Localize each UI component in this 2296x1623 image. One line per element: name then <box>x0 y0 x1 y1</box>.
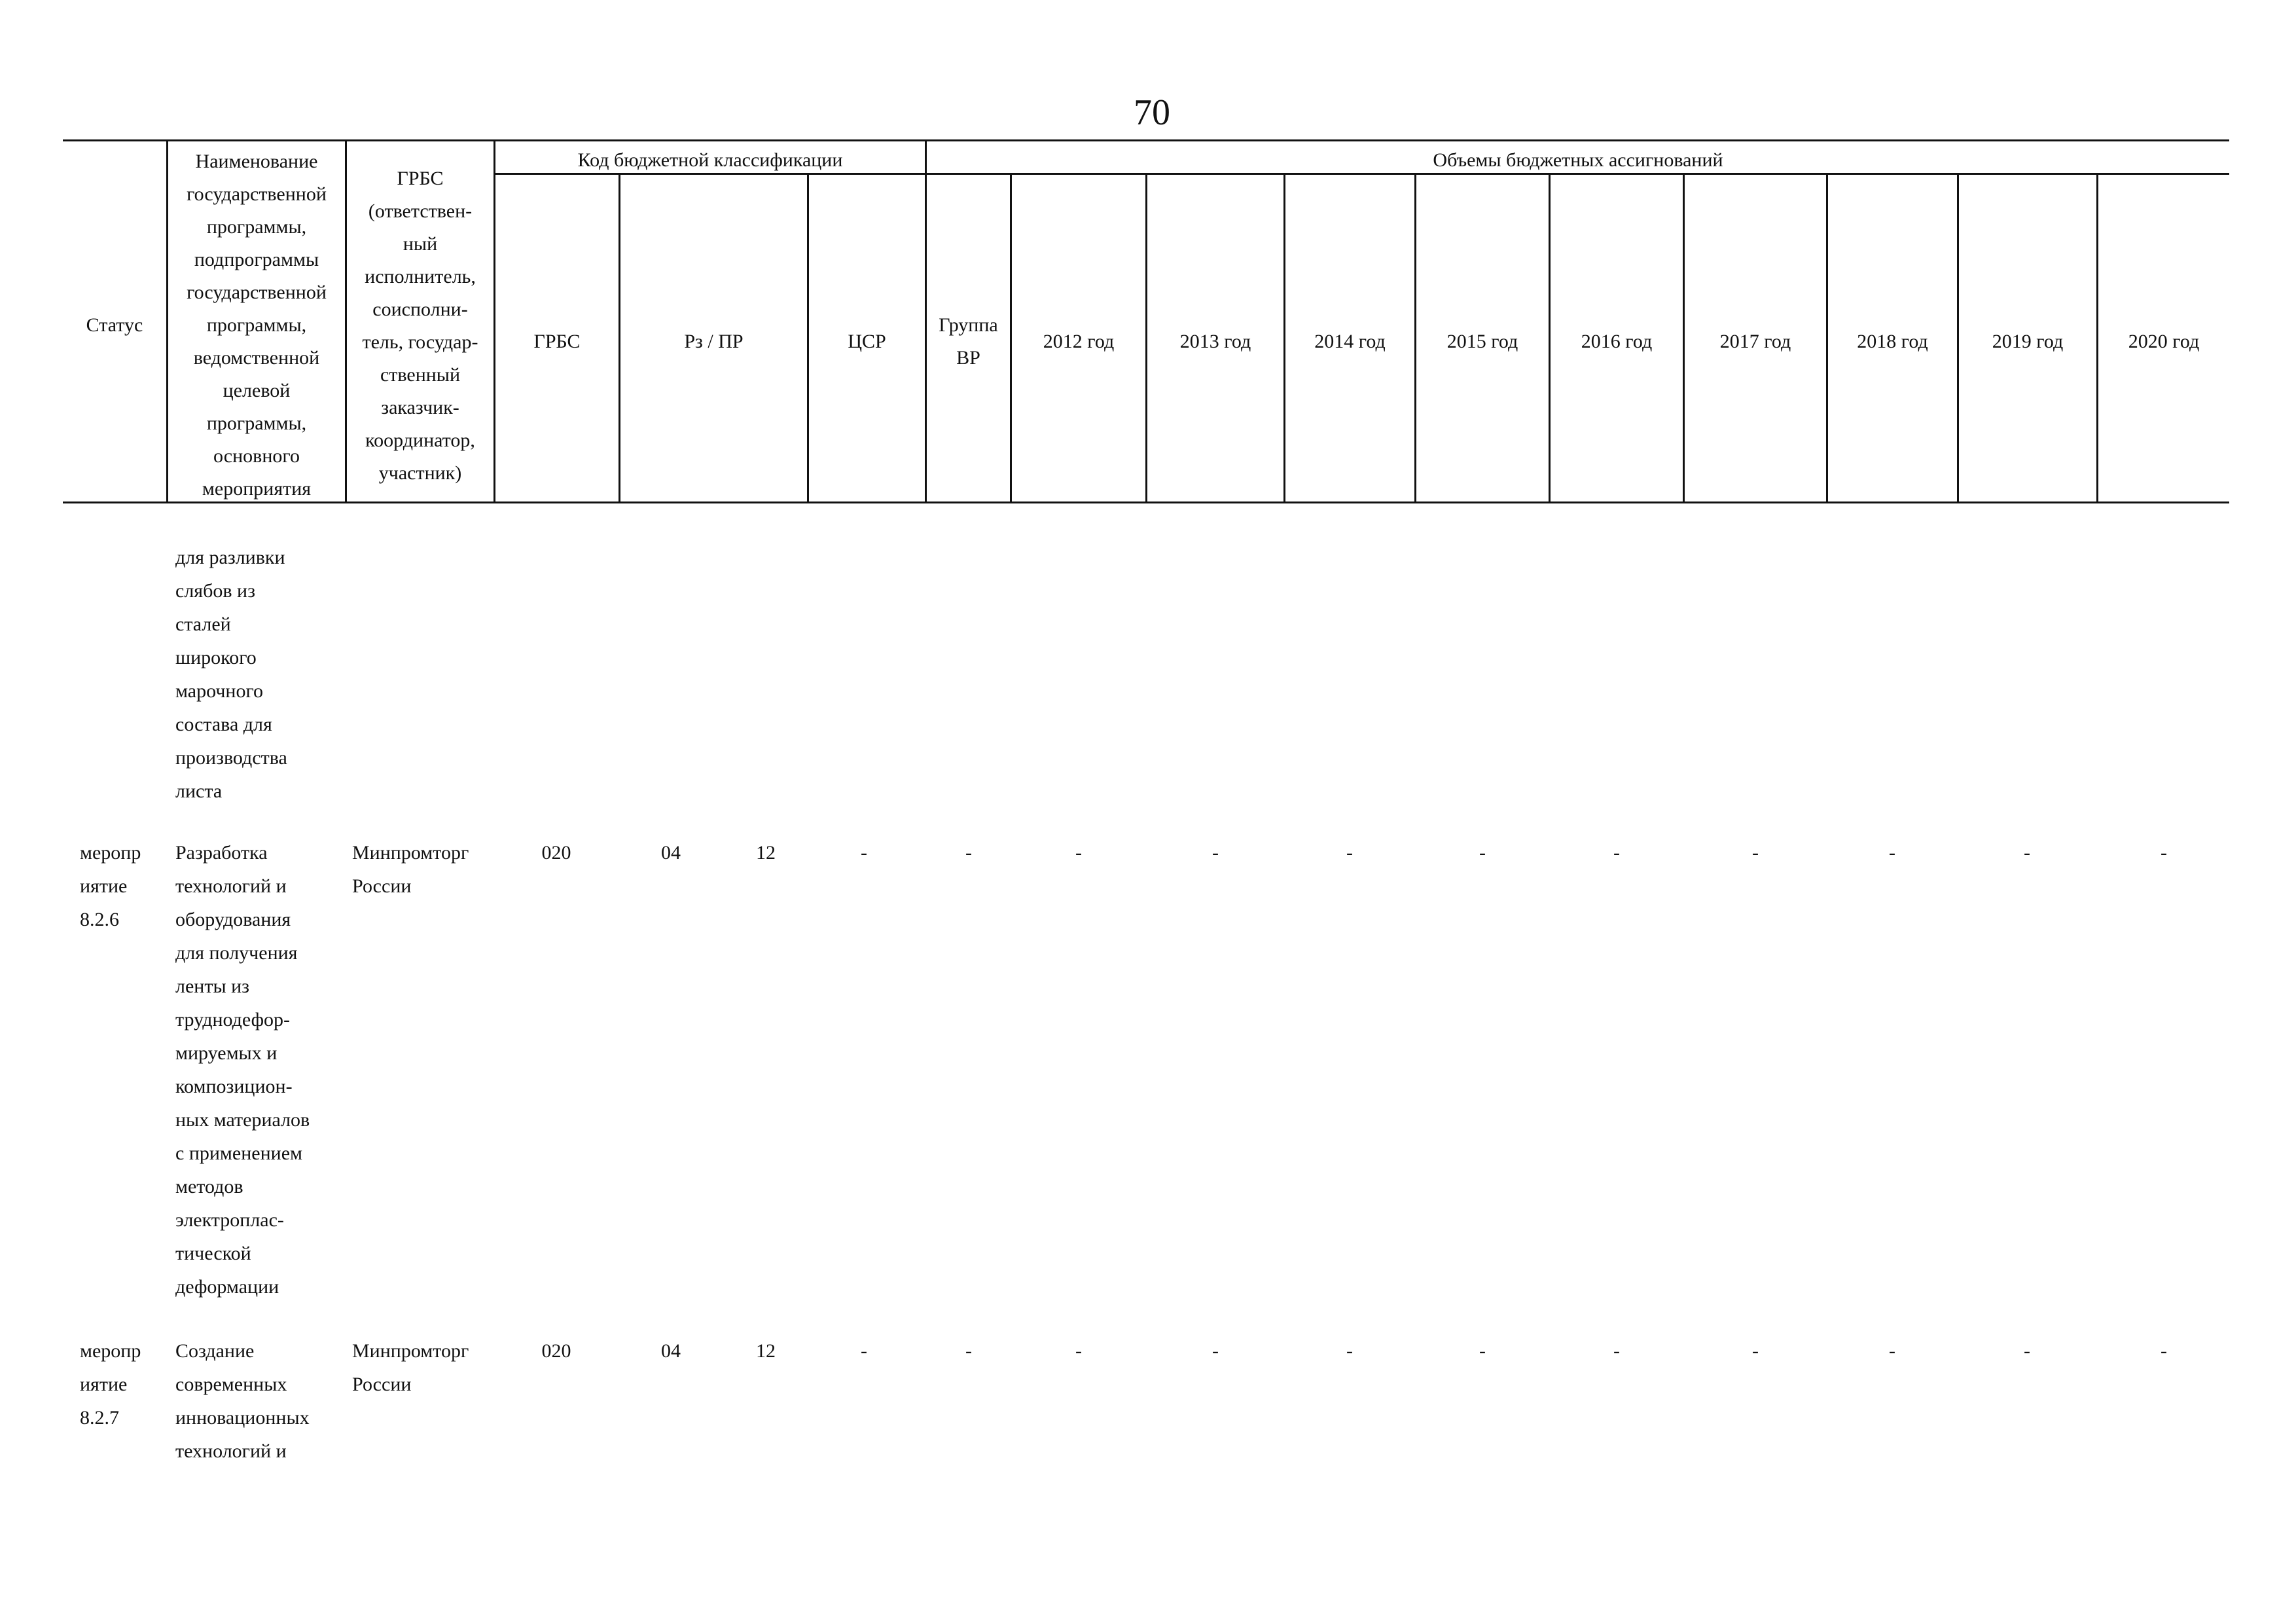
header-csr: ЦСР <box>848 331 886 352</box>
header-year: 2015 год <box>1446 331 1518 352</box>
row-year-value: - <box>1346 842 1353 864</box>
row-year-value: - <box>2024 842 2030 864</box>
row-csr: - <box>861 842 867 864</box>
row-rz: 04 <box>661 842 681 864</box>
row-vr: - <box>965 1340 972 1362</box>
header-status: Статус <box>86 314 143 336</box>
header-volumes-group: Объемы бюджетных ассигнований <box>1433 149 1723 171</box>
row-grbs: 020 <box>541 842 571 864</box>
row-vr: - <box>965 842 972 864</box>
row-name: Создание современных инновационных технологий и <box>175 1340 310 1462</box>
header-year: 2020 год <box>2128 331 2200 352</box>
header-year: 2016 год <box>1581 331 1653 352</box>
row-grbs-role: Минпромторг России <box>352 842 469 897</box>
row-grbs-role: Минпромторг России <box>352 1340 469 1395</box>
row-year-value: - <box>1752 842 1759 864</box>
row-year-value: - <box>1752 1340 1759 1362</box>
row-year-value: - <box>1613 1340 1620 1362</box>
header-vr: Группа ВР <box>939 314 998 369</box>
row-year-value: - <box>1479 1340 1486 1362</box>
header-code-group: Код бюджетной классификации <box>577 149 843 171</box>
row-year-value: - <box>2161 842 2167 864</box>
row-grbs: 020 <box>541 1340 571 1362</box>
row-rz: 04 <box>661 1340 681 1362</box>
row-status: меропр иятие 8.2.7 <box>80 1340 141 1429</box>
header-year: 2017 год <box>1719 331 1791 352</box>
header-grbs: ГРБС <box>533 331 581 352</box>
table-top-border <box>63 139 2229 141</box>
row-year-value: - <box>1075 1340 1082 1362</box>
header-rzpr: Рз / ПР <box>684 331 744 352</box>
row-name: Разработка технологий и оборудования для получения ленты из труднодефор- мируемых и композицион- ных материалов с применением методов электроплас- тической деформации <box>175 842 310 1298</box>
row-pr: 12 <box>756 842 776 864</box>
row-status: меропр иятие 8.2.6 <box>80 842 141 930</box>
row-pr: 12 <box>756 1340 776 1362</box>
header-year: 2018 год <box>1857 331 1928 352</box>
row-year-value: - <box>1212 1340 1219 1362</box>
header-grbs-role: ГРБС (ответствен- ный исполнитель, соисполни- тель, государ- ственный заказчик- координатор, участник) <box>362 168 478 484</box>
row-year-value: - <box>1212 842 1219 864</box>
row-year-value: - <box>1075 842 1082 864</box>
continuation-text: для разливки слябов из сталей широкого марочного состава для производства листа <box>175 547 287 802</box>
col-divider <box>493 139 495 503</box>
row-csr: - <box>861 1340 867 1362</box>
header-year: 2012 год <box>1043 331 1115 352</box>
header-year: 2014 год <box>1314 331 1386 352</box>
row-year-value: - <box>1889 1340 1895 1362</box>
header-year: 2019 год <box>1992 331 2064 352</box>
header-year: 2013 год <box>1179 331 1251 352</box>
row-year-value: - <box>2024 1340 2030 1362</box>
row-year-value: - <box>1346 1340 1353 1362</box>
row-year-value: - <box>2161 1340 2167 1362</box>
page-number: 70 <box>1134 92 1170 133</box>
row-year-value: - <box>1613 842 1620 864</box>
header-name: Наименование государственной программы, подпрограммы государственной программы, ведомственной целевой программы, основного мероприятия <box>187 151 327 500</box>
row-year-value: - <box>1479 842 1486 864</box>
row-year-value: - <box>1889 842 1895 864</box>
